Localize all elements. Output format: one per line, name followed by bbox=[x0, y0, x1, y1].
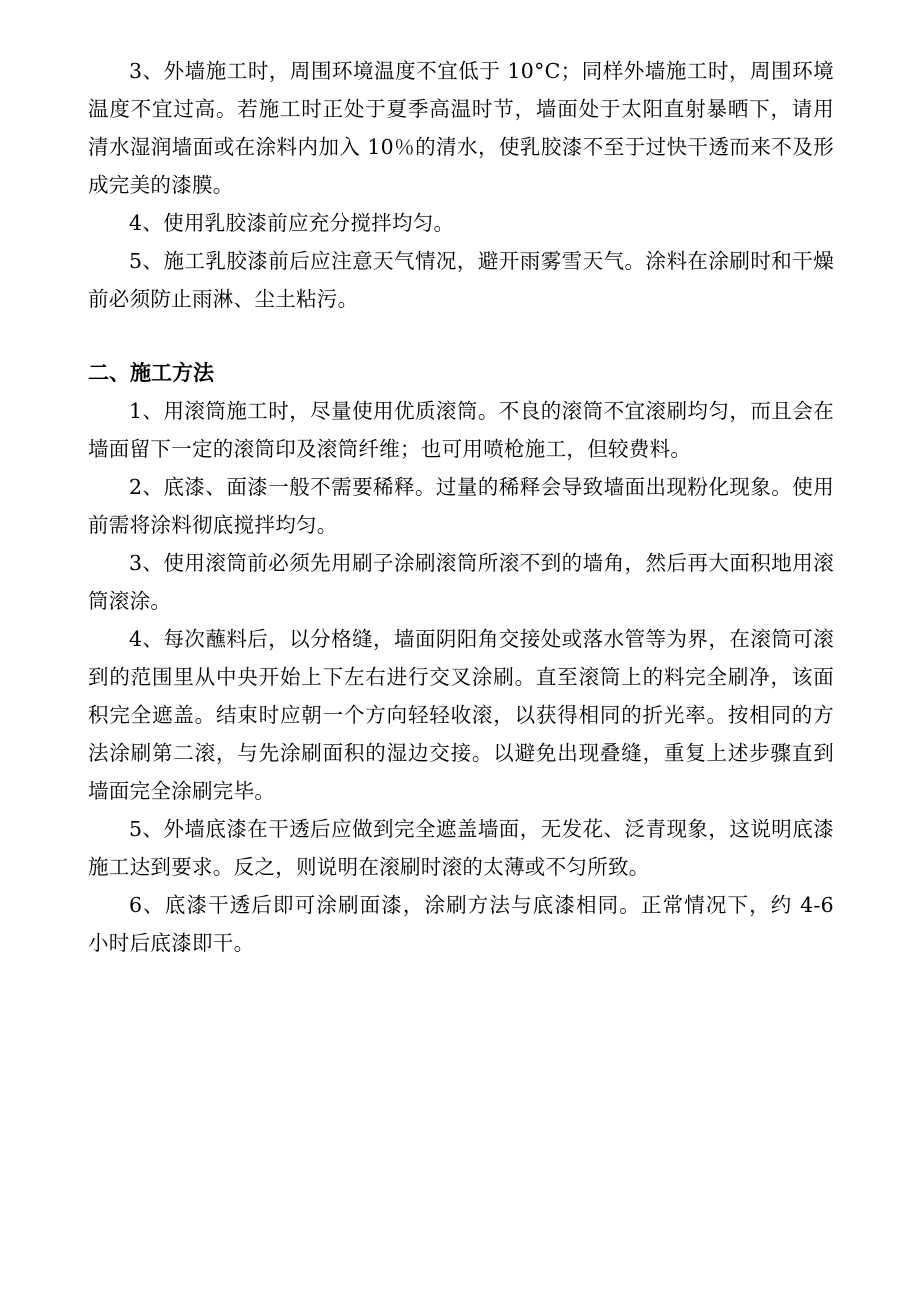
paragraph-weather: 5、施工乳胶漆前后应注意天气情况，避开雨雾雪天气。涂料在涂刷时和干燥前必须防止雨淋、尘土粘污。 bbox=[88, 249, 834, 311]
document-page bbox=[88, 52, 834, 962]
section-title: 二、施工方法 bbox=[88, 361, 214, 385]
paragraph-outdoor-temperature: 3、外墙施工时，周围环境温度不宜低于 10°C；同样外墙施工时，周围环境温度不宜过高。若施工时正处于夏季高温时节，墙面处于太阳直射暴晒下，请用清水湿润墙面或在涂料内加入 10％的清水，使乳胶漆不至于过快干透而来不及形成完美的漆膜。 bbox=[88, 59, 834, 197]
paragraph-roller-quality: 1、用滚筒施工时，尽量使用优质滚筒。不良的滚筒不宜滚刷均匀，而且会在墙面留下一定的滚筒印及滚筒纤维；也可用喷枪施工，但较费料。 bbox=[88, 399, 834, 461]
paragraph-stir-paint: 4、使用乳胶漆前应充分搅拌均匀。 bbox=[129, 211, 455, 235]
paragraph-rolling-method: 4、每次蘸料后，以分格缝，墙面阴阳角交接处或落水管等为界，在滚筒可滚到的范围里从中央开始上下左右进行交叉涂刷。直至滚筒上的料完全刷净，该面积完全遮盖。结束时应朝一个方向轻轻收滚，以获得相同的折光率。按相同的方法涂刷第二滚，与先涂刷面积的湿边交接。以避免出现叠缝，重复上述步骤直到墙面完全涂刷完毕。 bbox=[88, 627, 834, 803]
paragraph-corners: 3、使用滚筒前必须先用刷子涂刷滚筒所滚不到的墙角，然后再大面积地用滚筒滚涂。 bbox=[88, 551, 834, 613]
paragraph-topcoat: 6、底漆干透后即可涂刷面漆，涂刷方法与底漆相同。正常情况下，约 4-6 小时后底漆即干。 bbox=[88, 893, 834, 955]
paragraph-primer-coverage: 5、外墙底漆在干透后应做到完全遮盖墙面，无发花、泛青现象，这说明底漆施工达到要求。反之，则说明在滚刷时滚的太薄或不匀所致。 bbox=[88, 817, 834, 879]
paragraph-dilution: 2、底漆、面漆一般不需要稀释。过量的稀释会导致墙面出现粉化现象。使用前需将涂料彻底搅拌均匀。 bbox=[88, 475, 834, 537]
